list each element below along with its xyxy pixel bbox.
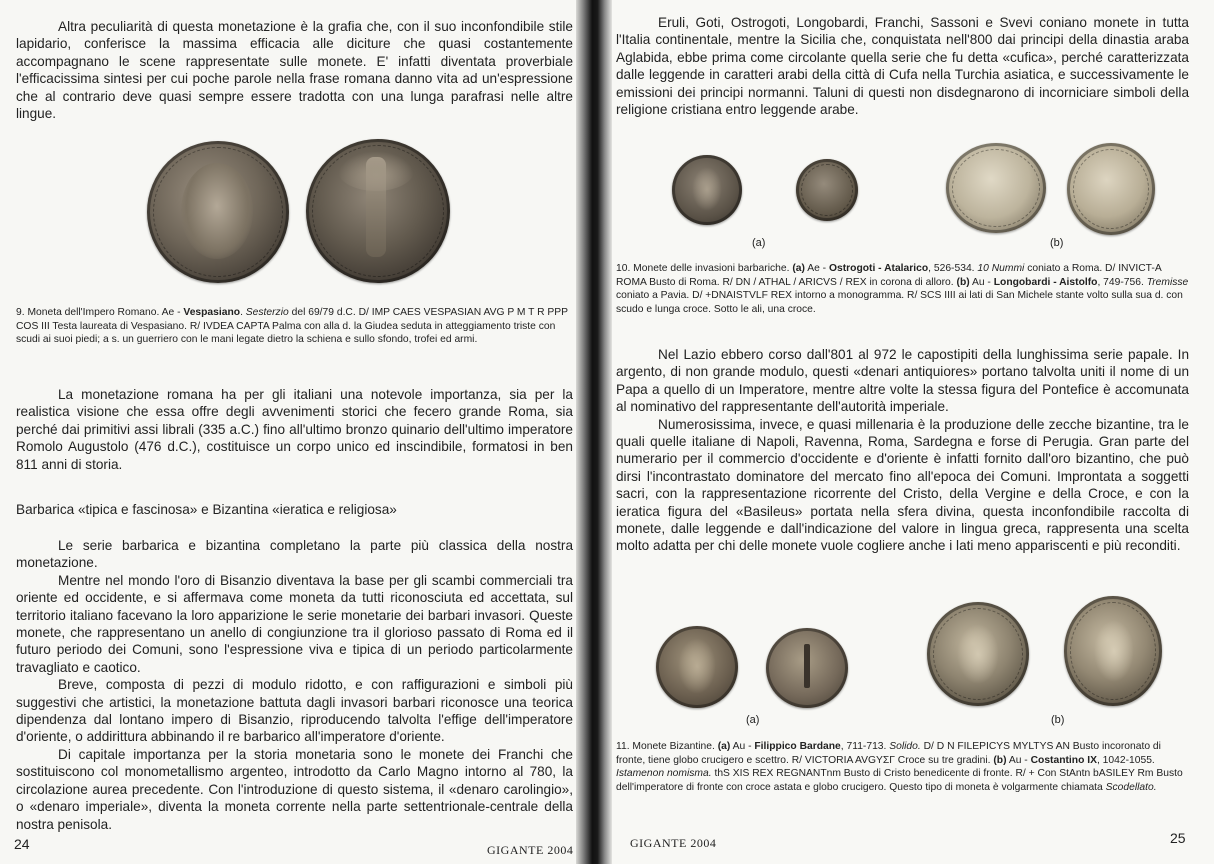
left-page-number: 24 xyxy=(14,836,30,852)
right-paragraph-1: Eruli, Goti, Ostrogoti, Longobardi, Franchi, Sassoni e Svevi coniano monete in tutta l'Italia continentale, mentre la Sicilia che, conquistata nell'800 dai principi della dinastia araba Aglabida, ebbe prima come circolante quella serie che fu detta «cufica», perché caratterizzata dalle leggende in caratteri arabi della città di Cufa nella Turchia asiatica, e successivamente le emissioni dei principi normanni. Taluni di questi non disdegnarono di incorniciare simboli della religione cristiana entro leggende arabe. xyxy=(616,15,1189,118)
filippico-obverse-coin-image xyxy=(656,626,738,708)
fig10-caption-metal-a: Ae - xyxy=(807,263,827,274)
costantino-reverse-coin-image xyxy=(1064,596,1162,706)
atalarico-obverse-coin-image xyxy=(672,155,742,225)
fig11-caption-marker-a: (a) xyxy=(717,741,731,752)
fig10-caption-dates-b: , 749-756. xyxy=(1097,276,1144,288)
right-footer-title: GIGANTE 2004 xyxy=(630,836,717,850)
fig10-caption-ruler-b: Longobardi - Aistolfo xyxy=(993,276,1098,288)
figure-11-caption xyxy=(616,740,1190,794)
fig10-caption-title: 10. Monete delle invasioni barbariche. xyxy=(616,263,790,274)
right-page-number: 25 xyxy=(1170,830,1186,846)
fig9-caption-number: 9. Moneta dell'Impero Romano. Ae - xyxy=(16,307,181,318)
fig11-caption-nickname: Scodellato. xyxy=(1105,781,1157,793)
filippico-reverse-coin-image xyxy=(766,628,848,708)
fig9-caption-description: del 69/79 d.C. D/ IMP CAES VESPASIAN AVG P M T R PPP COS III Testa laureata di Vespasiano. R/ IVDEA CAPTA Palma con alla d. la Giudea seduta in atteggiamento triste con scudi ai suoi piedi; a s. un guerriero con le mani legate dietro la schiena e sullo sfondo, trofei ed armi. xyxy=(16,307,568,346)
fig11-caption-desc-a: D/ D N FILEPICYS MYLTYS AN Busto incoronato di fronte, tiene globo crucigero e scettro. R/ VICTORIA AVGYΣΓ Croce su tre gradini. xyxy=(616,741,1161,766)
fig10-caption-type-a: 10 Nummi xyxy=(977,263,1025,274)
fig11-label-a: (a) xyxy=(746,714,760,726)
right-paragraph-2: Nel Lazio ebbero corso dall'801 al 972 le capostipiti della lunghissima serie papale. In argento, di non grande modulo, questi «denari antiquiores» portano talvolta uniti il nome di un Papa a quello di un Imperatore, mentre altre volte la stessa figura del Pontefice è accomunata al nominativo del rappresentante dell'autorità imperiale. xyxy=(616,347,1189,415)
section-heading: Barbarica «tipica e fascinosa» e Bizantina «ieratica e religiosa» xyxy=(16,502,397,517)
fig11-caption-dates-a: , 711-713. xyxy=(840,741,887,752)
left-paragraph-5: Breve, composta di pezzi di modulo ridotto, e con raffigurazioni e simboli più suggestivi che artistici, la monetazione battuta dagli invasori barbari riconosce una teorica dipendenza dal lontano impero di Bisanzio, riproducendo talvolta l'effige dell'imperatore d'oriente, o addirittura abbinando il re barbarico all'imperatore d'oriente. xyxy=(16,677,573,745)
left-page xyxy=(0,0,588,864)
fig11-caption-type-a: Solido. xyxy=(889,741,921,752)
fig9-caption-emperor: Vespasiano xyxy=(183,307,241,318)
fig10-caption-marker-a: (a) xyxy=(792,263,805,274)
fig11-caption-title: 11. Monete Bizantine. xyxy=(616,741,715,752)
atalarico-reverse-coin-image xyxy=(796,159,858,221)
fig10-caption-desc-a: coniato a Roma. D/ INVICT-A ROMA Busto di Roma. R/ DN / ATHAL / ARICVS / REX in corona di alloro. xyxy=(616,263,1162,288)
fig11-caption-desc-b: thS XIS REX REGNANTnm Busto di Cristo benedicente di fronte. R/ + Con StAntn bASILEY Rm Busto dell'imperatore di fronte con croce astata e globo crucigero. Questo tipo di moneta è volgarmente chiamata xyxy=(616,768,1183,793)
fig10-caption-marker-b: (b) xyxy=(956,276,970,288)
fig11-caption-dates-b: , 1042-1055. xyxy=(1096,754,1155,766)
fig10-caption-dates-a: , 526-534. xyxy=(928,263,975,274)
fig11-caption-metal-a: Au - xyxy=(732,741,752,752)
iudea-capta-reverse-coin-image xyxy=(306,139,450,283)
left-paragraph-6: Di capitale importanza per la storia monetaria sono le monete dei Franchi che sostituiscono col monometallismo argenteo, introdotto da Carlo Magno intorno al 780, la circolazione aurea precedente. Con l'introduzione di questo sistema, il «denaro carolingio», o «denaro imperiale», diventa la moneta corrente nella parte settentrionale-centrale della nostra penisola. xyxy=(16,746,573,832)
vespasian-obverse-coin-image xyxy=(147,141,289,283)
left-body-text xyxy=(16,537,573,833)
aistolfo-obverse-coin-image xyxy=(946,143,1046,233)
fig10-caption-type-b: Tremisse xyxy=(1146,276,1189,288)
fig11-caption-type-b: Istamenon nomisma. xyxy=(616,768,712,780)
left-footer-title: GIGANTE 2004 xyxy=(487,843,574,857)
book-spine xyxy=(576,0,612,864)
fig11-label-b: (b) xyxy=(1051,714,1065,726)
fig10-label-a: (a) xyxy=(752,237,766,249)
figure-9-caption: 9. Moneta dell'Impero Romano. Ae - Vespasiano. Sesterzio del 69/79 d.C. D/ IMP CAES VESPASIAN AVG P M T R PPP COS III Testa laureata di Vespasiano. R/ IVDEA CAPTA Palma con alla d. la Giudea seduta in atteggiamento triste con scudi ai suoi piedi; a s. un guerriero con le mani legate dietro la schiena e sullo sfondo, trofei ed armi. xyxy=(16,307,568,346)
aistolfo-reverse-coin-image xyxy=(1067,143,1155,235)
left-paragraph-1: Altra peculiarità di questa monetazione è la grafia che, con il suo inconfondibile stile lapidario, conferisce la massima efficacia alle diciture che quasi costantemente accompagnano le scene rappresentate sulle monete. E' infatti diventata proverbiale l'efficacissima sintesi per cui poche parole nella frase romana danno vita ad un'espressione che al contrario deve quasi sempre essere tradotta con una lunga parafrasi nelle altre lingue. xyxy=(16,19,573,122)
figure-10-caption xyxy=(616,262,1190,316)
left-paragraph-2: La monetazione romana ha per gli italiani una notevole importanza, sia per la realistica visione che essa offre degli avvenimenti storici che fecero grande Roma, sia perché dai primitivi assi librali (335 a.C.) fino all'ultimo bronzo quinario dell'ultimo imperatore Romolo Augustolo (476 d.C.), costituisce un corpo unico ed inscindibile, formatosi in ben 811 anni di storia. xyxy=(16,387,573,472)
right-paragraph-3: Numerosissima, invece, e quasi millenaria è la produzione delle zecche bizantine, tra le quali quelle italiane di Napoli, Ravenna, Roma, Sardegna e forse di Perugia. Gran parte del numerario per il commercio d'occidente e d'oriente è infatti fornito dall'oro bizantino, che può dirsi l'incontrastato dominatore del mercato fino all'epoca dei Comuni. Improntata a soggetti sacri, con la rappresentazione ricorrente del Cristo, della Vergine e della Croce, e con la ieratica figura del «Basileus» portata nella sfera divina, questa inconfondibile raccolta di monete, dalle leggende e dall'indicazione del valore in lingua greca, rappresenta una scelta molto adatta per chi delle monete vuole cogliere anche i lati meno appariscenti e più reconditi. xyxy=(616,416,1189,554)
fig11-caption-ruler-a: Filippico Bardane xyxy=(754,741,841,752)
costantino-obverse-coin-image xyxy=(927,602,1029,706)
left-paragraph-4: Mentre nel mondo l'oro di Bisanzio diventava la base per gli scambi commerciali tra oriente ed occidente, e si affermava come moneta da tutti riconosciuta ed accettata, sul territorio italiano facevano la loro apparizione le serie monetarie dei barbari invasori. Queste monete, che rappresentano un anello di congiunzione tra il glorioso passato di Roma ed il futuro periodo dei Comuni, sono l'espressione viva e tipica di un periodo particolarmente travagliato e caotico. xyxy=(16,572,573,675)
fig9-caption-coin-type: Sesterzio xyxy=(245,307,289,318)
fig11-caption-ruler-b: Costantino IX xyxy=(1030,754,1097,766)
left-paragraph-3: Le serie barbarica e bizantina completano la parte più classica della nostra monetazione. xyxy=(16,538,573,571)
fig11-caption-metal-b: Au - xyxy=(1008,754,1028,766)
fig10-caption-desc-b: coniato a Pavia. D/ +DNAISTVLF REX intorno a monogramma. R/ SCS IIII ai lati di San Michele stante volto sulla sua d. con scudo e lunga croce. Sotto le ali, una croce. xyxy=(616,290,1183,315)
right-page xyxy=(600,0,1214,864)
fig10-caption-ruler-a: Ostrogoti - Atalarico xyxy=(828,263,929,274)
fig11-caption-marker-b: (b) xyxy=(993,754,1007,766)
right-body-text xyxy=(616,346,1189,555)
fig10-label-b: (b) xyxy=(1050,237,1064,249)
fig10-caption-metal-b: Au - xyxy=(971,276,991,288)
